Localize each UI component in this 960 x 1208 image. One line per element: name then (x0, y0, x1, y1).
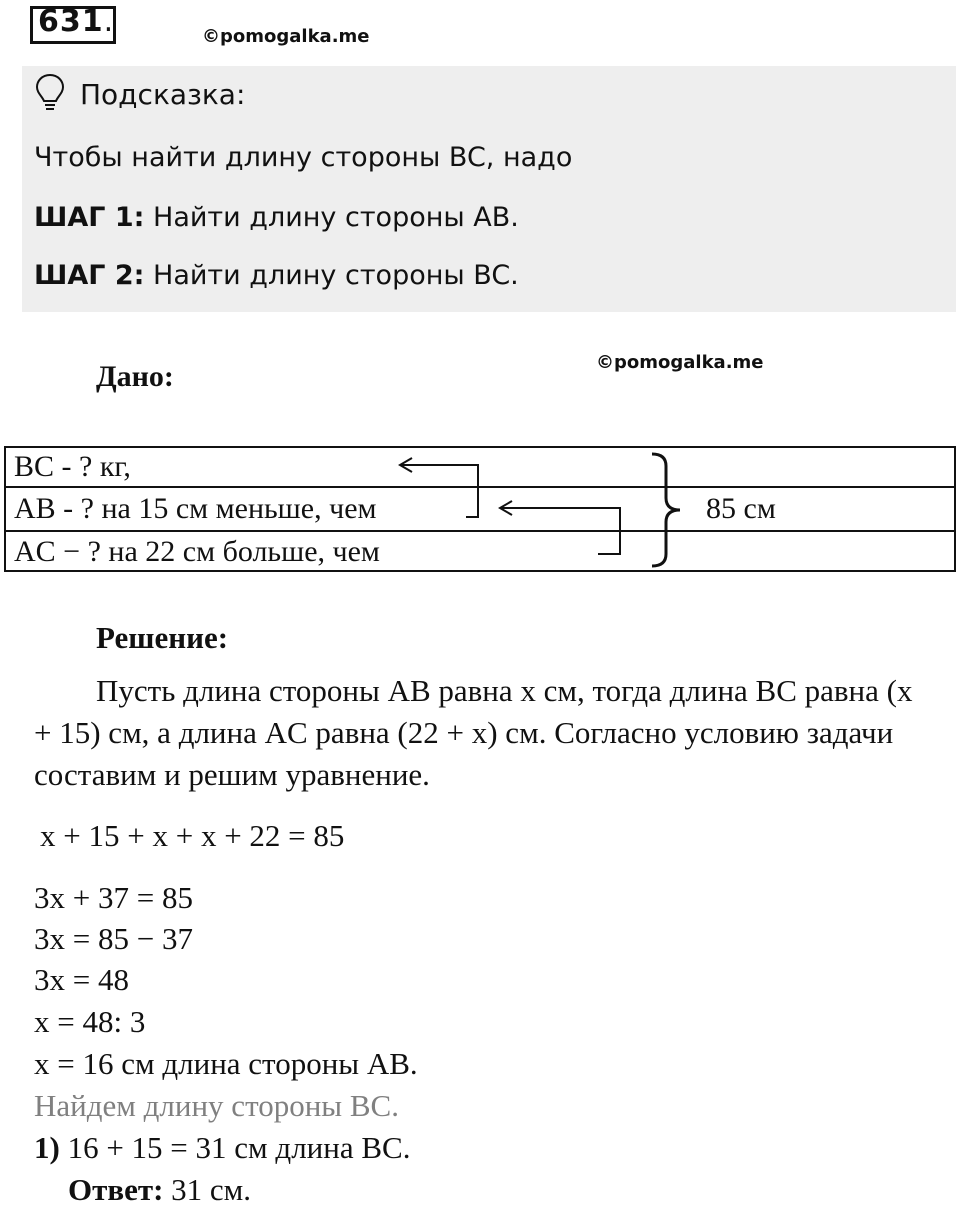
curly-brace-icon (652, 454, 680, 566)
answer: Ответ: 31 см. (68, 1172, 252, 1207)
solution-step: x = 16 см длина стороны AB. (34, 1046, 418, 1081)
hint-title: Подсказка: (80, 78, 246, 111)
hint-intro: Чтобы найти длину стороны BC, надо (34, 142, 573, 173)
equation: x + 15 + x + x + 22 = 85 (40, 818, 345, 853)
hint-step-1: ШАГ 1: Найти длину стороны AB. (34, 202, 519, 233)
given-total: 85 см (706, 492, 776, 525)
arrow-ab-to-bc (400, 465, 478, 517)
given-row-ab: AB - ? на 15 см меньше, чем (14, 492, 377, 525)
given-row-bc: BC - ? кг, (14, 450, 131, 483)
calculation-bc: 1) 16 + 15 = 31 см длина BC. (34, 1130, 411, 1165)
solution-paragraph: Пусть длина стороны AB равна x см, тогда длина BC равна (x + 15) см, а длина AC равна (22 + x) см. Согласно условию задачи составим и решим уравнение. (34, 673, 913, 792)
watermark: ©pomogalka.me (202, 26, 370, 47)
relation-arrows (0, 0, 960, 600)
hint-step-2: ШАГ 2: Найти длину стороны BC. (34, 260, 519, 291)
watermark-2: ©pomogalka.me (596, 352, 764, 373)
solution-step: x = 48: 3 (34, 1004, 146, 1039)
solution-step: 3x = 85 − 37 (34, 921, 193, 956)
given-title: Дано: (96, 360, 174, 393)
given-row-ac: AC − ? на 22 см больше, чем (14, 535, 380, 568)
solution-step: 3x + 37 = 85 (34, 880, 193, 915)
find-bc-heading: Найдем длину стороны BC. (34, 1088, 399, 1123)
solution-step: 3x = 48 (34, 962, 129, 997)
problem-number: 631. (38, 4, 115, 39)
solution-title: Решение: (96, 620, 229, 655)
arrow-ac-to-ab (500, 508, 620, 554)
